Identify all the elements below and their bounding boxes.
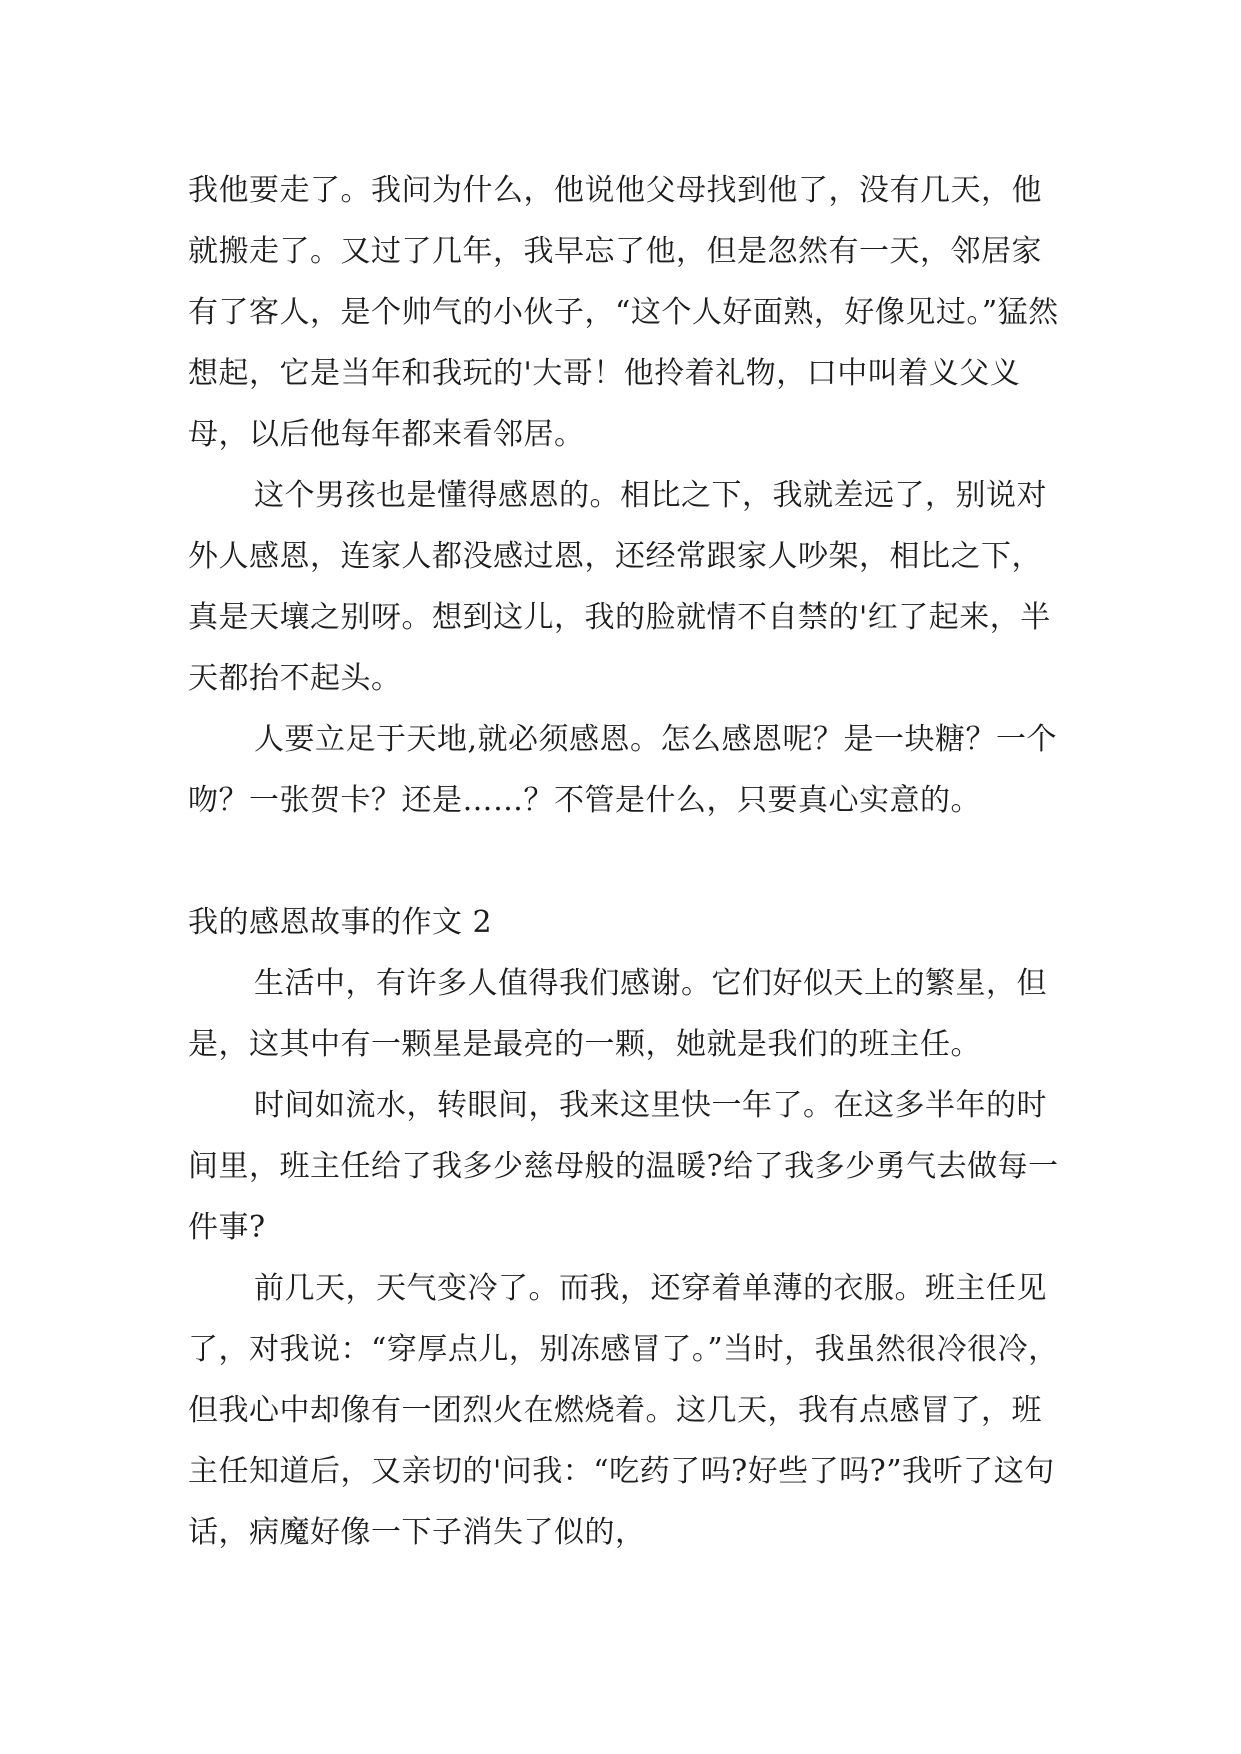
paragraph-4: 生活中，有许多人值得我们感谢。它们好似天上的繁星，但是，这其中有一颗星是最亮的一颗，她就是我们的班主任。 <box>188 966 1047 1062</box>
paragraph-3: 人要立足于天地,就必须感恩。怎么感恩呢？是一块糖？一个吻？一张贺卡？还是……？不管是什么，只要真心实意的。 <box>188 722 1058 818</box>
paragraph-2: 这个男孩也是懂得感恩的。相比之下，我就差远了，别说对外人感恩，连家人都没感过恩，还经常跟家人吵架，相比之下，真是天壤之别呀。想到这儿，我的脸就情不自禁的'红了起来，半天都抬不起头。 <box>188 478 1051 696</box>
paragraph-5: 时间如流水，转眼间，我来这里快一年了。在这多半年的时间里，班主任给了我多少慈母般的温暖?给了我多少勇气去做每一件事? <box>188 1088 1059 1245</box>
section-spacer <box>188 831 1068 892</box>
paragraph-6: 前几天，天气变冷了。而我，还穿着单薄的衣服。班主任见了，对我说：“穿厚点儿，别冻感冒了。”当时，我虽然很冷很冷，但我心中却像有一团烈火在燃烧着。这几天，我有点感冒了，班主任知道后，又亲切的'问我：“吃药了吗?好些了吗?”我听了这句话，病魔好像一下子消失了似的， <box>188 1271 1059 1550</box>
paragraph-1: 我他要走了。我问为什么，他说他父母找到他了，没有几天，他就搬走了。又过了几年，我早忘了他，但是忽然有一天，邻居家有了客人，是个帅气的小伙子，“这个人好面熟，好像见过。”猛然想起，它是当年和我玩的'大哥！他拎着礼物，口中叫着义父义母，以后他每年都来看邻居。 <box>188 173 1059 452</box>
document-body <box>188 160 1068 1563</box>
section-title: 我的感恩故事的作文 2 <box>188 905 493 940</box>
